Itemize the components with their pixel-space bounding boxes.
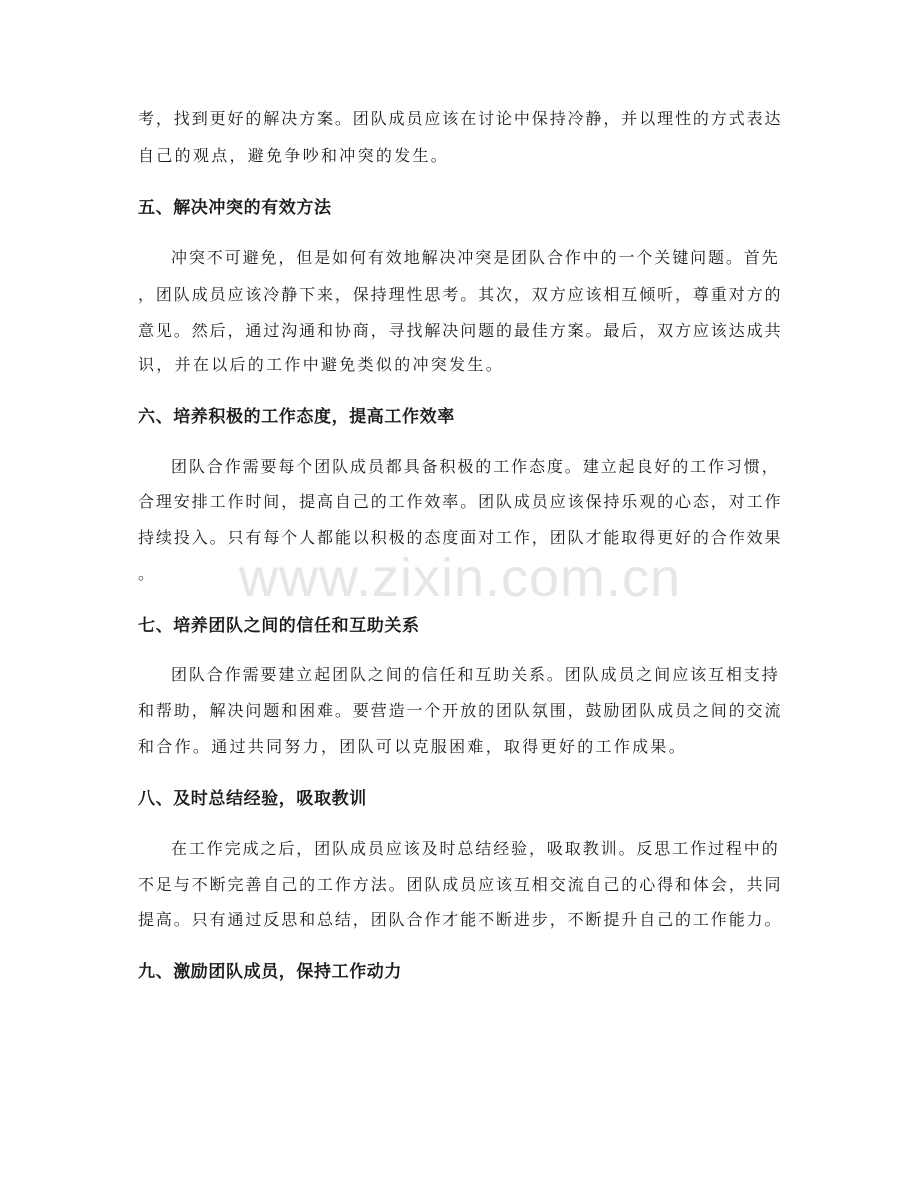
section-8-line-2: 不足与不断完善自己的工作方法。团队成员应该互相交流自己的心得和体会，共同 (138, 875, 783, 894)
section-7-line-2: 和帮助，解决问题和困难。要营造一个开放的团队氛围，鼓励团队成员之间的交流 (138, 701, 783, 720)
section-7-line-1: 团队合作需要建立起团队之间的信任和互助关系。团队成员之间应该互相支持 (171, 665, 780, 684)
section-5-line-4: 识，并在以后的工作中避免类似的冲突发生。 (138, 355, 505, 374)
section-5-line-3: 意见。然后，通过沟通和协商，寻找解决问题的最佳方案。最后，双方应该达成共 (138, 321, 783, 340)
watermark: www.zixin.com.cn (238, 548, 682, 608)
section-8-heading: 八、及时总结经验，吸取教训 (138, 789, 367, 809)
section-9-heading: 九、激励团队成员，保持工作动力 (138, 962, 402, 982)
section-8-line-1: 在工作完成之后，团队成员应该及时总结经验，吸取教训。反思工作过程中的 (171, 839, 780, 858)
section-6-line-4: 。 (138, 564, 157, 583)
section-6-line-1: 团队合作需要每个团队成员都具备积极的工作态度。建立起良好的工作习惯， (171, 457, 780, 476)
intro-line-1: 考，找到更好的解决方案。团队成员应该在讨论中保持冷静，并以理性的方式表达 (138, 109, 783, 128)
section-8-line-3: 提高。只有通过反思和总结，团队合作才能不断进步，不断提升自己的工作能力。 (138, 910, 783, 929)
section-5-heading: 五、解决冲突的有效方法 (138, 198, 332, 218)
section-5-line-2: ，团队成员应该冷静下来，保持理性思考。其次，双方应该相互倾听，尊重对方的 (138, 285, 783, 304)
section-5-line-1: 冲突不可避免，但是如何有效地解决冲突是团队合作中的一个关键问题。首先 (171, 248, 780, 267)
section-7-heading: 七、培养团队之间的信任和互助关系 (138, 616, 420, 636)
intro-line-2: 自己的观点，避免争吵和冲突的发生。 (138, 146, 450, 165)
section-6-line-2: 合理安排工作时间，提高自己的工作效率。团队成员应该保持乐观的心态，对工作 (138, 492, 783, 511)
section-7-line-3: 和合作。通过共同努力，团队可以克服困难，取得更好的工作成果。 (138, 737, 688, 756)
section-6-line-3: 持续投入。只有每个人都能以积极的态度面对工作，团队才能取得更好的合作效果 (138, 528, 783, 547)
section-6-heading: 六、培养积极的工作态度，提高工作效率 (138, 407, 455, 427)
